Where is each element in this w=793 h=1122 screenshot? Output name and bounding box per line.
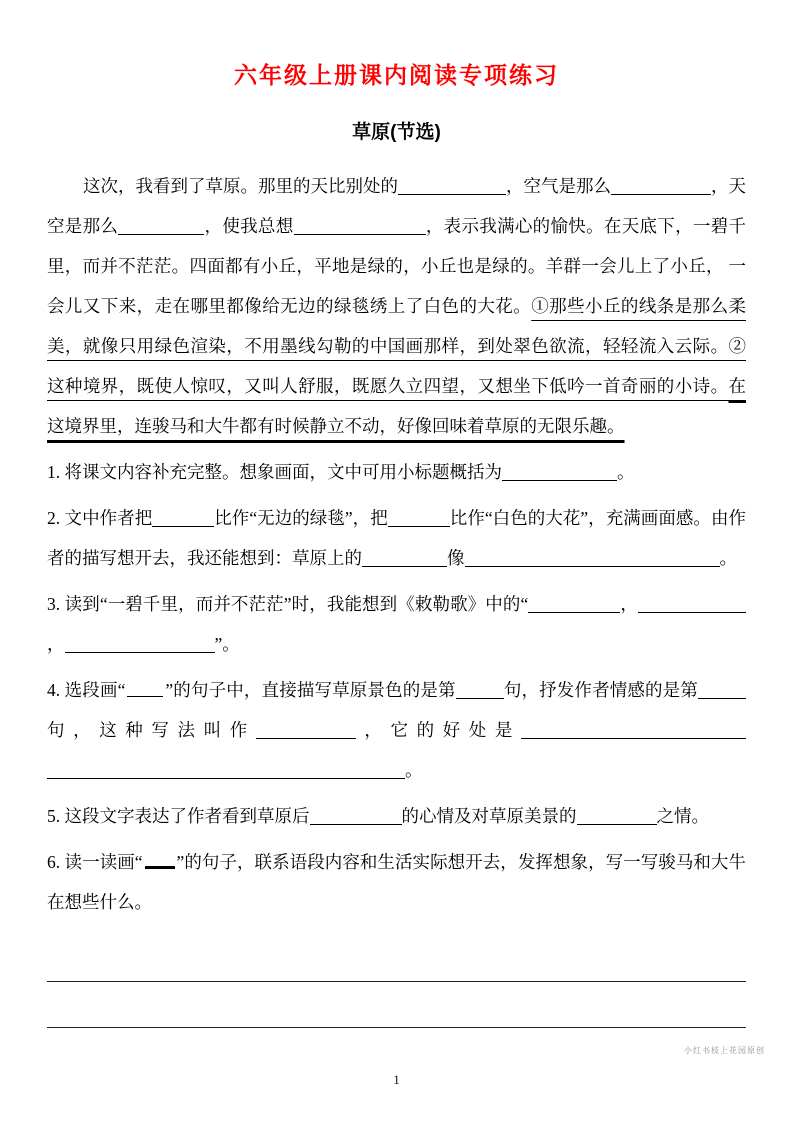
text-run: ”的句子，联系语段内容和生活实际想开去，发挥想象，写一写骏马和大牛在想些什么。 — [47, 852, 746, 912]
question-5 — [47, 796, 746, 836]
question-2 — [47, 498, 746, 578]
text-run: ”。 — [214, 634, 240, 654]
text-run: 像 — [447, 548, 465, 568]
text-run: 4. 选段画“ — [47, 680, 126, 700]
fill-in-blank — [152, 510, 214, 527]
thin-line-mark — [127, 683, 163, 697]
text-run: 这次，我看到了草原。那里的天比别处的 — [83, 176, 398, 196]
fill-in-blank — [118, 218, 204, 235]
passage-title: 草原(节选) — [352, 122, 441, 143]
fill-in-blank — [528, 596, 620, 613]
underlined-sentence: ①那些小丘的线条是那么柔美，就像只用绿色渲染，不用墨线勾勒的中国画那样，到处翠色欲流，轻轻流入云际。②这种境界，既使人惊叹，又叫人舒服，既愿久立四望，又想坐下低吟一首奇丽的小诗。 — [47, 296, 747, 396]
fill-in-blank — [362, 550, 447, 567]
text-run: 比作“无边的绿毯”，把 — [214, 508, 388, 528]
bold-underlined-sentence: 在这境界里，连骏马和大牛都有时候静立不动，好像回味着草原的无限乐趣。 — [47, 376, 746, 436]
text-run: 2. 文中作者把 — [47, 508, 153, 528]
fill-in-blank — [502, 464, 617, 481]
text-run: 1. 将课文内容补充完整。想象画面，文中可用小标题概括为 — [47, 462, 502, 482]
text-run: 5. 这段文字表达了作者看到草原后 — [47, 806, 310, 826]
text-run: ，天空是那么 — [47, 176, 746, 236]
text-run: 的心情及对草原美景的 — [401, 806, 577, 826]
page-title: 六年级上册课内阅读专项练习 — [234, 62, 559, 88]
fill-in-blank — [465, 550, 720, 567]
fill-in-blank — [47, 762, 405, 779]
fill-in-blank — [698, 682, 746, 699]
text-run: ，使我总想 — [204, 216, 294, 236]
text-run: 3. 读到“一碧千里，而并不茫茫”时，我能想到《敕勒歌》中的“ — [47, 594, 529, 614]
text-run: ”的句子中，直接描写草原景色的是第 — [165, 680, 456, 700]
text-run: ， — [47, 634, 65, 654]
fill-in-blank — [388, 510, 450, 527]
text-run: 。 — [719, 548, 737, 568]
text-run: 句，抒发作者情感的是第 — [503, 680, 698, 700]
question-3 — [47, 584, 746, 664]
text-run: 之情。 — [656, 806, 709, 826]
fill-in-blank — [398, 178, 506, 195]
text-run: ，表示我满心的愉快。在天底下，一碧千里，而并不茫茫。四面都有小丘，平地是绿的，小丘也是绿的。羊群一会儿上了小丘， 一会儿又下来，走在哪里都像给无边的绿毯绣上了白色的大花。 — [47, 216, 747, 316]
fill-in-blank — [611, 178, 711, 195]
fill-in-blank — [521, 722, 746, 739]
text-run: 比作“白色的大花”，充满画面感。由作者的描写想开去，我还能想到：草原上的 — [47, 508, 746, 568]
answer-line — [47, 936, 746, 982]
text-run: 句，这种写法叫作 — [47, 720, 256, 740]
text-run: ，空气是那么 — [506, 176, 611, 196]
fill-in-blank — [65, 636, 215, 653]
question-list — [47, 452, 746, 922]
passage-paragraph — [47, 166, 746, 446]
page-number: 1 — [393, 1072, 400, 1087]
question-6 — [47, 842, 746, 922]
watermark: 小红书枝上花园原创 — [684, 1046, 765, 1055]
answer-lines — [47, 936, 746, 1028]
question-4 — [47, 670, 746, 790]
bold-line-mark — [145, 855, 175, 869]
question-1 — [47, 452, 746, 492]
fill-in-blank — [294, 218, 426, 235]
text-run: 。 — [617, 462, 635, 482]
answer-line — [47, 982, 746, 1028]
text-run: 。 — [405, 760, 423, 780]
text-run: ， — [620, 594, 638, 614]
fill-in-blank — [638, 596, 746, 613]
fill-in-blank — [256, 722, 356, 739]
text-run: ，它的好处是 — [355, 720, 522, 740]
fill-in-blank — [456, 682, 504, 699]
fill-in-blank — [577, 808, 657, 825]
text-run: 6. 读一读画“ — [47, 852, 143, 872]
fill-in-blank — [310, 808, 402, 825]
